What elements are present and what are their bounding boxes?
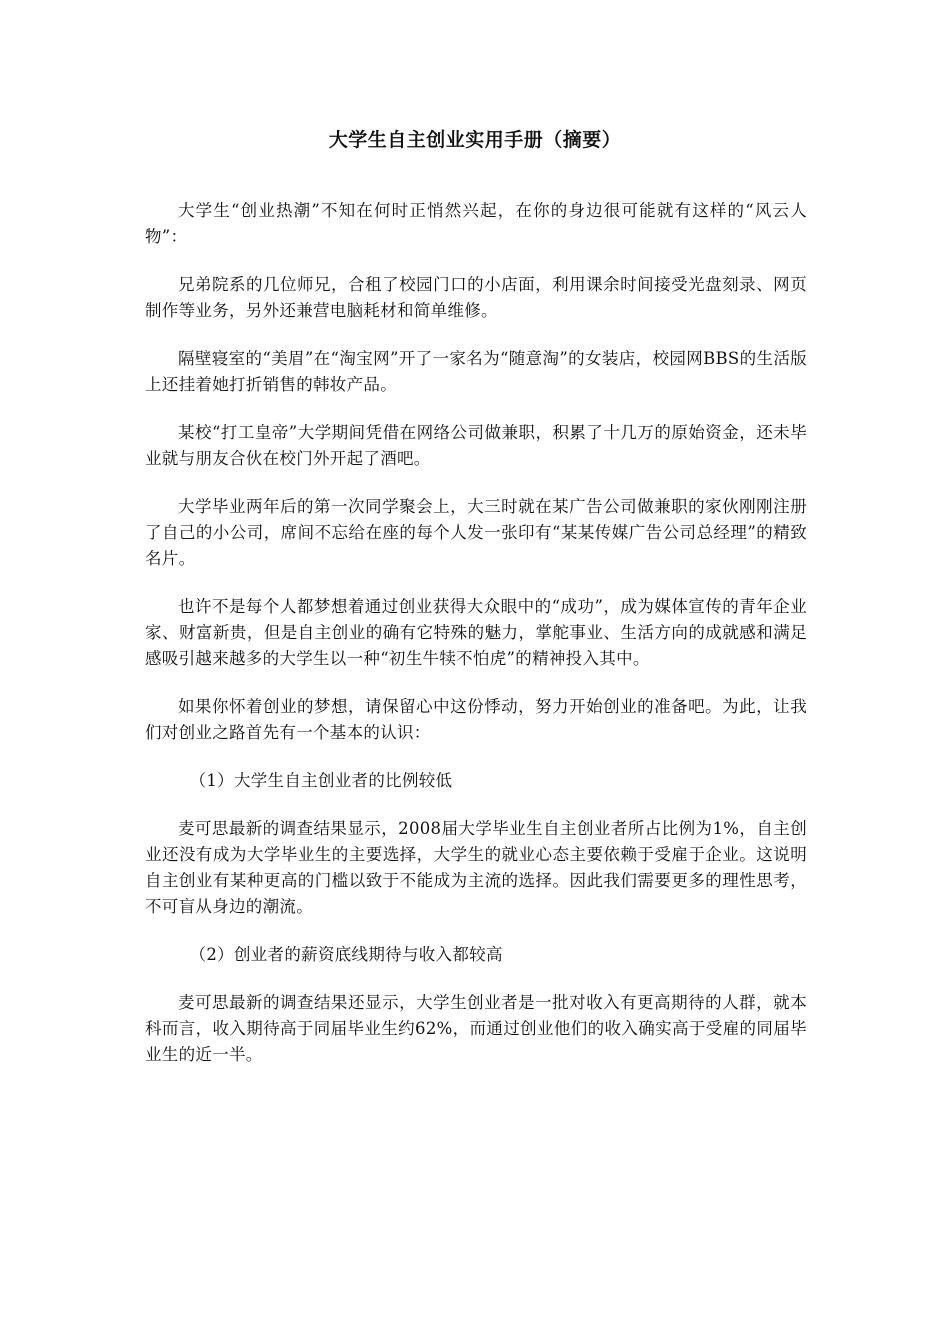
paragraph-example-company: 大学毕业两年后的第一次同学聚会上，大三时就在某广告公司做兼职的家伙刚刚注册了自己的小公司，席间不忘给在座的每个人发一张印有“某某传媒广告公司总经理”的精致名片。 bbox=[145, 497, 807, 568]
paragraph-example-bar: 某校“打工皇帝”大学期间凭借在网络公司做兼职，积累了十几万的原始资金，还未毕业就与朋友合伙在校门外开起了酒吧。 bbox=[145, 423, 807, 468]
document-title: 大学生自主创业实用手册（摘要） bbox=[328, 129, 622, 151]
paragraph-example-shop: 兄弟院系的几位师兄，合租了校园门口的小店面，利用课余时间接受光盘刻录、网页制作等业务，另外还兼营电脑耗材和简单维修。 bbox=[145, 275, 807, 320]
paragraph-preparation: 如果你怀着创业的梦想，请保留心中这份悸动，努力开始创业的准备吧。为此，让我们对创业之路首先有一个基本的认识： bbox=[145, 697, 807, 742]
paragraph-charm: 也许不是每个人都梦想着通过创业获得大众眼中的“成功”，成为媒体宣传的青年企业家、财富新贵，但是自主创业的确有它特殊的魅力，掌舵事业、生活方向的成就感和满足感吸引越来越多的大学生以一种“初生牛犊不怕虎”的精神投入其中。 bbox=[145, 597, 807, 668]
paragraph-survey-ratio: 麦可思最新的调查结果显示，2008届大学毕业生自主创业者所占比例为1%，自主创业还没有成为大学毕业生的主要选择，大学生的就业心态主要依赖于受雇于企业。这说明自主创业有某种更高的门槛以致于不能成为主流的选择。因此我们需要更多的理性思考，不可盲从身边的潮流。 bbox=[145, 819, 807, 916]
section-heading-2: （2）创业者的薪资底线期待与收入都较高 bbox=[189, 945, 503, 964]
paragraph-example-taobao: 隔壁寝室的“美眉”在“淘宝网”开了一家名为“随意淘”的女装店，校园网BBS的生活版上还挂着她打折销售的韩妆产品。 bbox=[145, 349, 807, 394]
document-body bbox=[145, 198, 807, 1090]
paragraph-survey-income: 麦可思最新的调查结果还显示，大学生创业者是一批对收入有更高期待的人群，就本科而言，收入期待高于同届毕业生约62%，而通过创业他们的收入确实高于受雇的同届毕业生的近一半。 bbox=[145, 993, 807, 1064]
section-heading-1: （1）大学生自主创业者的比例较低 bbox=[189, 771, 453, 790]
paragraph-intro: 大学生“创业热潮”不知在何时正悄然兴起，在你的身边很可能就有这样的“风云人物”： bbox=[145, 201, 807, 246]
